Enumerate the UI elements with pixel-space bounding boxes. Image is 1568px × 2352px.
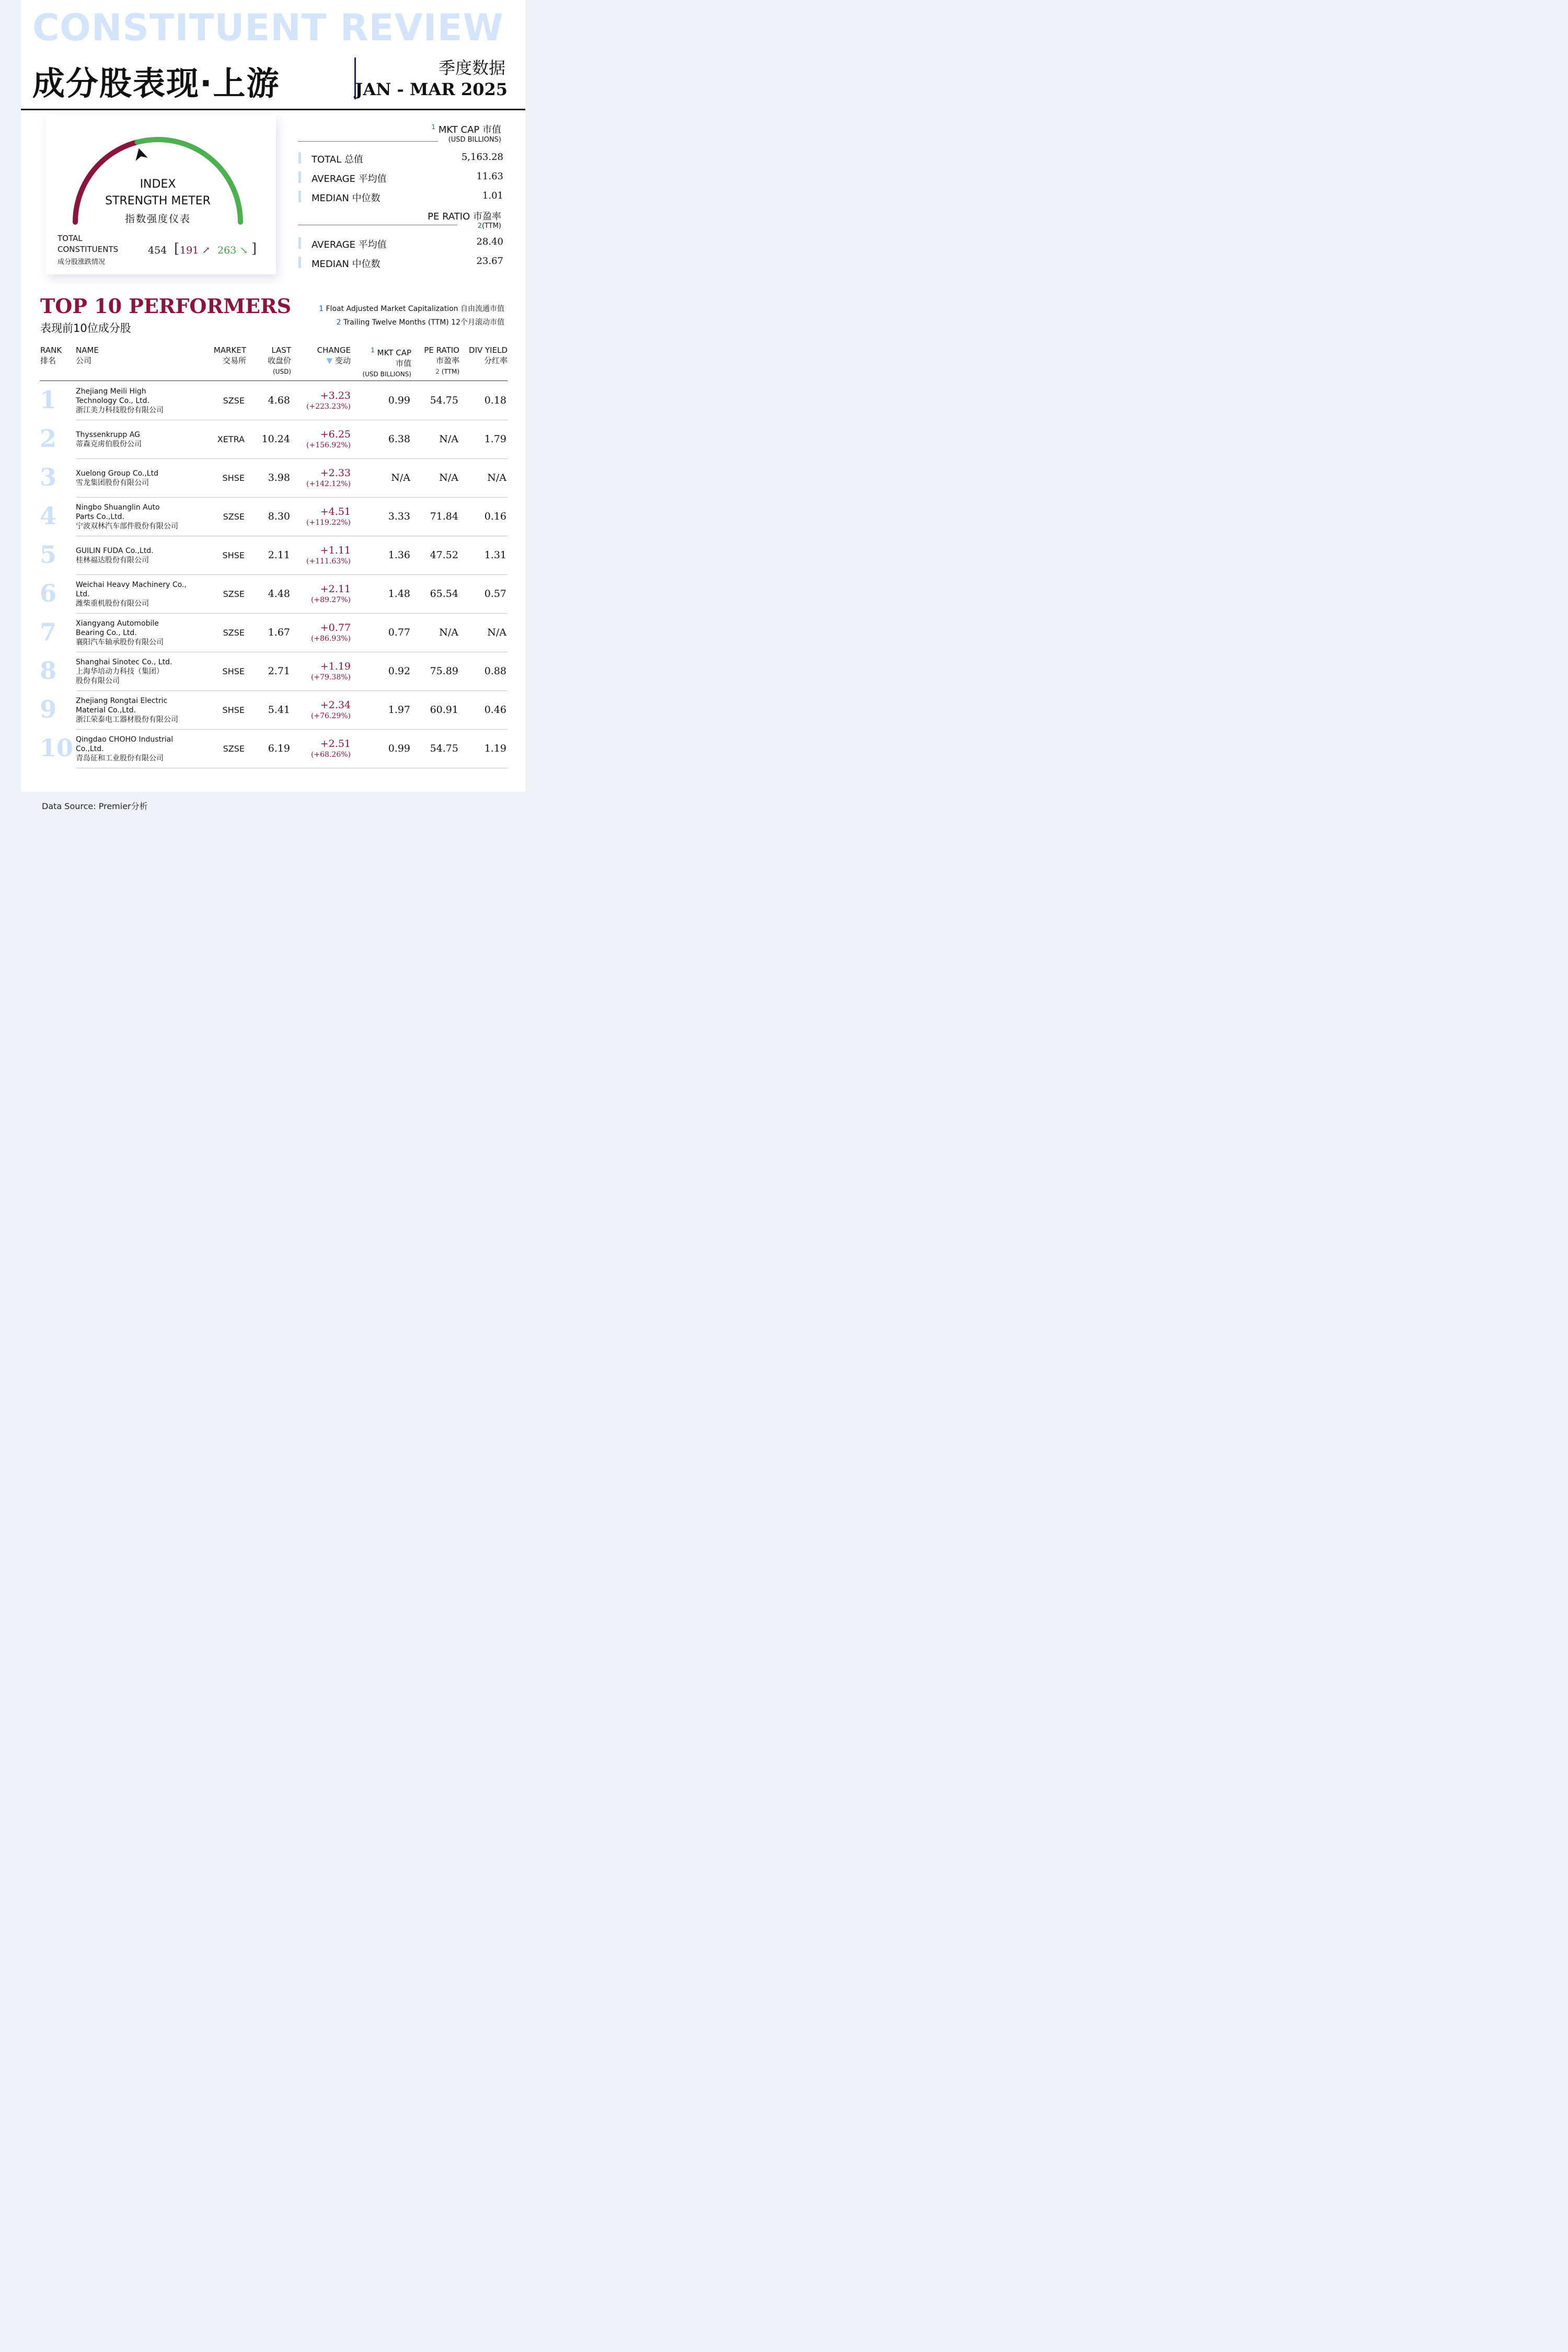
rank-number: 9 xyxy=(40,695,57,723)
market-code: XETRA xyxy=(217,434,245,444)
market-code: SHSE xyxy=(222,550,245,560)
rank-number: 5 xyxy=(40,540,57,569)
div-yield-value: 0.18 xyxy=(484,395,506,406)
mktcap-value: 0.92 xyxy=(388,665,410,677)
mktcap-heading xyxy=(432,122,502,136)
rank-number: 1 xyxy=(40,386,57,414)
pe-value: N/A xyxy=(439,472,458,483)
company-name-line: 上海华培动力科技（集团） xyxy=(76,667,164,676)
report-page xyxy=(21,0,525,792)
market-code: SZSE xyxy=(223,589,245,599)
change-percent: (+111.63%) xyxy=(306,557,351,566)
rank-number: 3 xyxy=(40,463,57,491)
stat-bar xyxy=(298,257,301,268)
market-code: SHSE xyxy=(222,666,245,676)
advancers-count: 191 xyxy=(180,245,199,256)
mktcap-rule xyxy=(298,141,438,142)
table-row xyxy=(40,382,508,420)
mktcap-footnote: 1 xyxy=(431,123,436,131)
change-percent: (+156.92%) xyxy=(306,441,351,449)
company-name-line: GUILIN FUDA Co.,Ltd. xyxy=(76,547,154,555)
advancers xyxy=(180,245,210,256)
company-name-line: Ningbo Shuanglin Auto xyxy=(76,503,160,512)
col-change[interactable]: CHANGE ▼ 变动 xyxy=(317,345,351,365)
trend-up-icon: ↗ xyxy=(202,245,211,256)
change-percent: (+89.27%) xyxy=(310,596,351,604)
last-price: 6.19 xyxy=(268,743,290,754)
pe-value: 60.91 xyxy=(430,704,458,716)
mktcap-value: 0.77 xyxy=(388,627,410,638)
pe-value: 47.52 xyxy=(430,549,458,561)
change-percent: (+86.93%) xyxy=(310,635,351,643)
mktcap-median-value: 1.01 xyxy=(482,190,503,201)
pe-value: 54.75 xyxy=(430,395,458,406)
rank-number: 2 xyxy=(40,424,57,453)
company-name-line: 襄阳汽车轴承股份有限公司 xyxy=(76,638,164,647)
pe-median-label: MEDIAN 中位数 xyxy=(312,259,381,270)
table-row xyxy=(40,614,508,652)
div-yield-value: 0.57 xyxy=(484,588,506,599)
rank-number: 4 xyxy=(40,502,57,530)
background-title: CONSTITUENT REVIEW xyxy=(32,6,504,49)
col-last: LAST 收盘价 (USD) xyxy=(267,345,291,375)
div-yield-value: 1.79 xyxy=(484,433,506,445)
company-name-line: Qingdao CHOHO Industrial xyxy=(76,735,174,744)
col-mktcap: $^1$ MKT CAP 市值 (USD BILLIONS) xyxy=(362,347,411,378)
change-percent: (+79.38%) xyxy=(310,673,351,682)
last-price: 4.68 xyxy=(268,395,290,406)
company-name-line: Co.,Ltd. xyxy=(76,745,104,753)
footnote-2 xyxy=(337,317,504,327)
pe-average-label: AVERAGE 平均值 xyxy=(312,239,387,250)
footnote-2-number: 2 xyxy=(336,318,341,327)
company-name-line: Weichai Heavy Machinery Co., xyxy=(76,581,187,589)
mktcap-value: 6.38 xyxy=(388,433,410,445)
last-price: 10.24 xyxy=(261,433,290,445)
change-percent: (+68.26%) xyxy=(310,751,351,759)
change-value: +2.33 xyxy=(320,467,351,479)
change-value: +2.11 xyxy=(320,583,351,595)
company-name-line: Thyssenkrupp AG xyxy=(76,431,140,439)
footnote-1 xyxy=(319,303,504,314)
last-price: 3.98 xyxy=(268,472,290,483)
last-price: 4.48 xyxy=(268,588,290,599)
col-div: DIV YIELD 分红率 xyxy=(469,345,508,365)
change-percent: (+76.29%) xyxy=(310,712,351,720)
index-strength-meter xyxy=(46,115,276,274)
company-name-line: 浙江美力科技股份有限公司 xyxy=(76,406,164,414)
table-row xyxy=(40,652,508,691)
pe-footnote: 2 xyxy=(477,222,482,230)
mktcap-value: 1.36 xyxy=(388,549,410,561)
mktcap-value: 0.99 xyxy=(388,743,410,754)
mktcap-value: 1.48 xyxy=(388,588,410,599)
market-code: SZSE xyxy=(223,628,245,638)
company-name-line: Bearing Co., Ltd. xyxy=(76,629,137,637)
pe-value: N/A xyxy=(439,627,458,638)
change-value: +2.34 xyxy=(320,699,351,711)
company-name-line: Technology Co., Ltd. xyxy=(76,397,149,405)
change-value: +3.23 xyxy=(320,390,351,401)
div-yield-value: 1.19 xyxy=(484,743,506,754)
change-percent: (+119.22%) xyxy=(306,518,351,527)
page-title: 成分股表现·上游 xyxy=(32,64,280,102)
pe-heading: PE RATIO 市盈率 xyxy=(428,211,501,222)
change-percent: (+223.23%) xyxy=(306,402,351,411)
last-price: 1.67 xyxy=(268,627,290,638)
company-name-line: Material Co.,Ltd. xyxy=(76,706,136,714)
mktcap-label: MKT CAP 市值 xyxy=(438,124,501,135)
company-name-line: Zhejiang Rongtai Electric xyxy=(76,697,168,705)
table-row xyxy=(40,536,508,575)
period-range: JAN - MAR 2025 xyxy=(355,79,508,99)
header-rule xyxy=(21,109,525,110)
market-code: SHSE xyxy=(222,705,245,715)
last-price: 2.11 xyxy=(268,549,290,561)
market-code: SZSE xyxy=(223,512,245,522)
table-row xyxy=(40,498,508,536)
div-yield-value: 0.88 xyxy=(484,665,506,677)
pe-value: 75.89 xyxy=(430,665,458,677)
pe-value: N/A xyxy=(439,433,458,445)
market-code: SHSE xyxy=(222,473,245,483)
mktcap-value: 1.97 xyxy=(388,704,410,716)
change-value: +1.11 xyxy=(320,545,351,556)
total-label-1: TOTAL xyxy=(57,234,83,243)
table-row xyxy=(40,459,508,498)
div-yield-value: 0.46 xyxy=(484,704,506,716)
div-yield-value: 1.31 xyxy=(484,549,506,561)
rank-number: 6 xyxy=(40,579,57,607)
stat-bar xyxy=(298,237,301,249)
mktcap-average-label: AVERAGE 平均值 xyxy=(312,174,387,185)
market-code: SZSE xyxy=(223,396,245,406)
last-price: 2.71 xyxy=(268,665,290,677)
footnote-1-number: 1 xyxy=(319,305,324,313)
company-name-line: Xuelong Group Co.,Ltd xyxy=(76,469,158,478)
trend-down-icon: ↘ xyxy=(239,245,248,256)
change-value: +1.19 xyxy=(320,661,351,672)
pe-median-value: 23.67 xyxy=(476,256,503,267)
mktcap-value: 3.33 xyxy=(388,511,410,522)
company-name-line: Zhejiang Meili High xyxy=(76,387,146,396)
last-price: 8.30 xyxy=(268,511,290,522)
mktcap-total-label: TOTAL 总值 xyxy=(312,154,363,165)
company-name-line: 潍柴重机股份有限公司 xyxy=(76,599,149,608)
rank-number: 7 xyxy=(40,618,57,646)
footnote-1-text: Float Adjusted Market Capitalization 自由流通市值 xyxy=(326,305,504,313)
company-name-line: 雪龙集团股份有限公司 xyxy=(76,479,149,487)
decliners xyxy=(217,245,248,256)
rank-number: 10 xyxy=(40,734,74,762)
mktcap-average-value: 11.63 xyxy=(476,171,503,182)
sort-desc-icon[interactable]: ▼ xyxy=(326,356,333,365)
stat-bar xyxy=(298,152,301,164)
total-constituents: 454 xyxy=(148,245,167,256)
gauge-pointer-icon xyxy=(133,147,148,161)
meter-title-line1: INDEX xyxy=(140,178,176,191)
change-value: +4.51 xyxy=(320,506,351,517)
company-name-line: Parts Co.,Ltd. xyxy=(76,513,125,521)
mktcap-median-label: MEDIAN 中位数 xyxy=(312,193,381,204)
col-pe: PE RATIO 市盈率 2 (TTM) xyxy=(424,345,459,375)
col-name: NAME 公司 xyxy=(76,345,99,365)
mktcap-total-value: 5,163.28 xyxy=(461,152,503,163)
mktcap-unit: (USD BILLIONS) xyxy=(448,136,501,144)
top10-subtitle: 表现前10位成分股 xyxy=(40,322,131,335)
company-name-line: 桂林福达股份有限公司 xyxy=(76,556,149,564)
last-price: 5.41 xyxy=(268,704,290,716)
market-code: SZSE xyxy=(223,744,245,754)
company-name-line: Ltd. xyxy=(76,590,90,598)
pe-unit-line xyxy=(478,222,501,230)
rank-number: 8 xyxy=(40,656,57,685)
col-market: MARKET 交易所 xyxy=(213,345,246,365)
company-name-line: 蒂森克虏伯股份公司 xyxy=(76,440,142,448)
stat-bar xyxy=(298,171,301,183)
table-row xyxy=(40,575,508,614)
change-value: +6.25 xyxy=(320,429,351,440)
top10-title: TOP 10 PERFORMERS xyxy=(40,294,292,318)
table-row xyxy=(40,691,508,730)
change-value: +2.51 xyxy=(320,738,351,750)
company-name-line: 股份有限公司 xyxy=(76,677,120,685)
pe-average-value: 28.40 xyxy=(476,236,503,247)
total-label-2: CONSTITUENTS xyxy=(57,245,119,254)
period-label: 季度数据 xyxy=(438,58,505,78)
company-name-line: 宁波双林汽车部件股份有限公司 xyxy=(76,522,178,531)
mktcap-value: N/A xyxy=(391,472,410,483)
col-rank: RANK 排名 xyxy=(40,345,62,365)
stat-bar xyxy=(298,191,301,202)
company-name-line: Shanghai Sinotec Co., Ltd. xyxy=(76,658,172,666)
decliners-count: 263 xyxy=(217,245,237,256)
bracket-open: [ xyxy=(174,241,180,257)
div-yield-value: 0.16 xyxy=(484,511,506,522)
company-name-line: Xiangyang Automobile xyxy=(76,619,159,628)
meter-title-cn: 指数强度仪表 xyxy=(124,213,191,225)
change-percent: (+142.12%) xyxy=(306,480,351,488)
footnote-2-text: Trailing Twelve Months (TTM) 12个月滚动市值 xyxy=(343,318,504,327)
div-yield-value: N/A xyxy=(487,627,506,638)
bracket-close: ] xyxy=(251,241,257,257)
change-value: +0.77 xyxy=(320,622,351,633)
pe-value: 65.54 xyxy=(430,588,458,599)
company-name-line: 浙江荣泰电工器材股份有限公司 xyxy=(76,716,178,724)
pe-unit: (TTM) xyxy=(481,222,501,230)
meter-title-line2: STRENGTH METER xyxy=(105,194,211,207)
data-source: Data Source: Premier分析 xyxy=(42,801,148,811)
pe-value: 54.75 xyxy=(430,743,458,754)
table-row xyxy=(40,420,508,459)
table-row xyxy=(40,730,508,768)
total-label-cn: 成分股涨跌情况 xyxy=(57,258,106,266)
pe-value: 71.84 xyxy=(430,511,458,522)
div-yield-value: N/A xyxy=(487,472,506,483)
company-name-line: 青岛征和工业股份有限公司 xyxy=(76,754,164,763)
mktcap-value: 0.99 xyxy=(388,395,410,406)
